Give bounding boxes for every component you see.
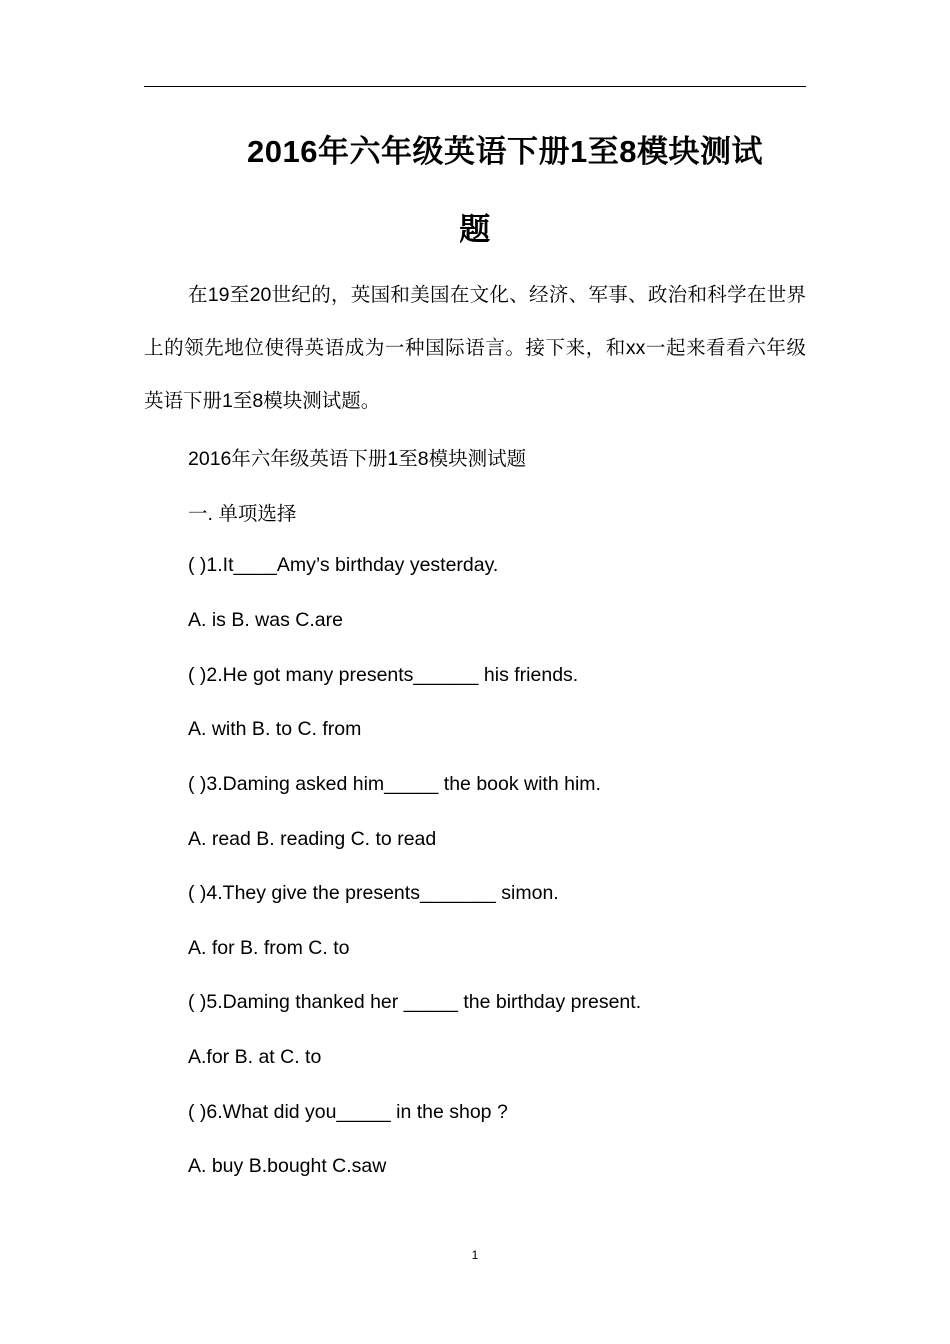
question-options: A. for B. from C. to <box>188 937 350 959</box>
question-stem: ( )6.What did you_____ in the shop ? <box>188 1101 508 1123</box>
header-rule <box>144 86 806 87</box>
question-stem: ( )4.They give the presents_______ simon. <box>188 882 559 904</box>
question-stem: ( )5.Daming thanked her _____ the birthday present. <box>188 991 642 1013</box>
document-title-line-2: 题 <box>459 212 491 247</box>
question-stem: ( )3.Daming asked him_____ the book with him. <box>188 773 601 795</box>
question-stem: ( )2.He got many presents______ his friends. <box>188 664 579 686</box>
document-title-line-1: 2016年六年级英语下册1至8模块测试 <box>247 134 763 169</box>
subtitle: 2016年六年级英语下册1至8模块测试题 <box>188 448 527 470</box>
question-options: A. is B. was C.are <box>188 609 343 631</box>
question-options: A. with B. to C. from <box>188 718 362 740</box>
section-heading: 一. 单项选择 <box>188 503 297 525</box>
page-number: 1 <box>471 1248 479 1262</box>
question-options: A.for B. at C. to <box>188 1046 322 1068</box>
question-options: A. read B. reading C. to read <box>188 828 437 850</box>
question-stem: ( )1.It____Amy’s birthday yesterday. <box>188 554 499 576</box>
question-options: A. buy B.bought C.saw <box>188 1155 387 1177</box>
intro-paragraph: 在19至20世纪的，英国和美国在文化、经济、军事、政治和科学在世界上的领先地位使得英语成为一种国际语言。接下来，和xx一起来看看六年级英语下册1至8模块测试题。 <box>144 284 806 412</box>
